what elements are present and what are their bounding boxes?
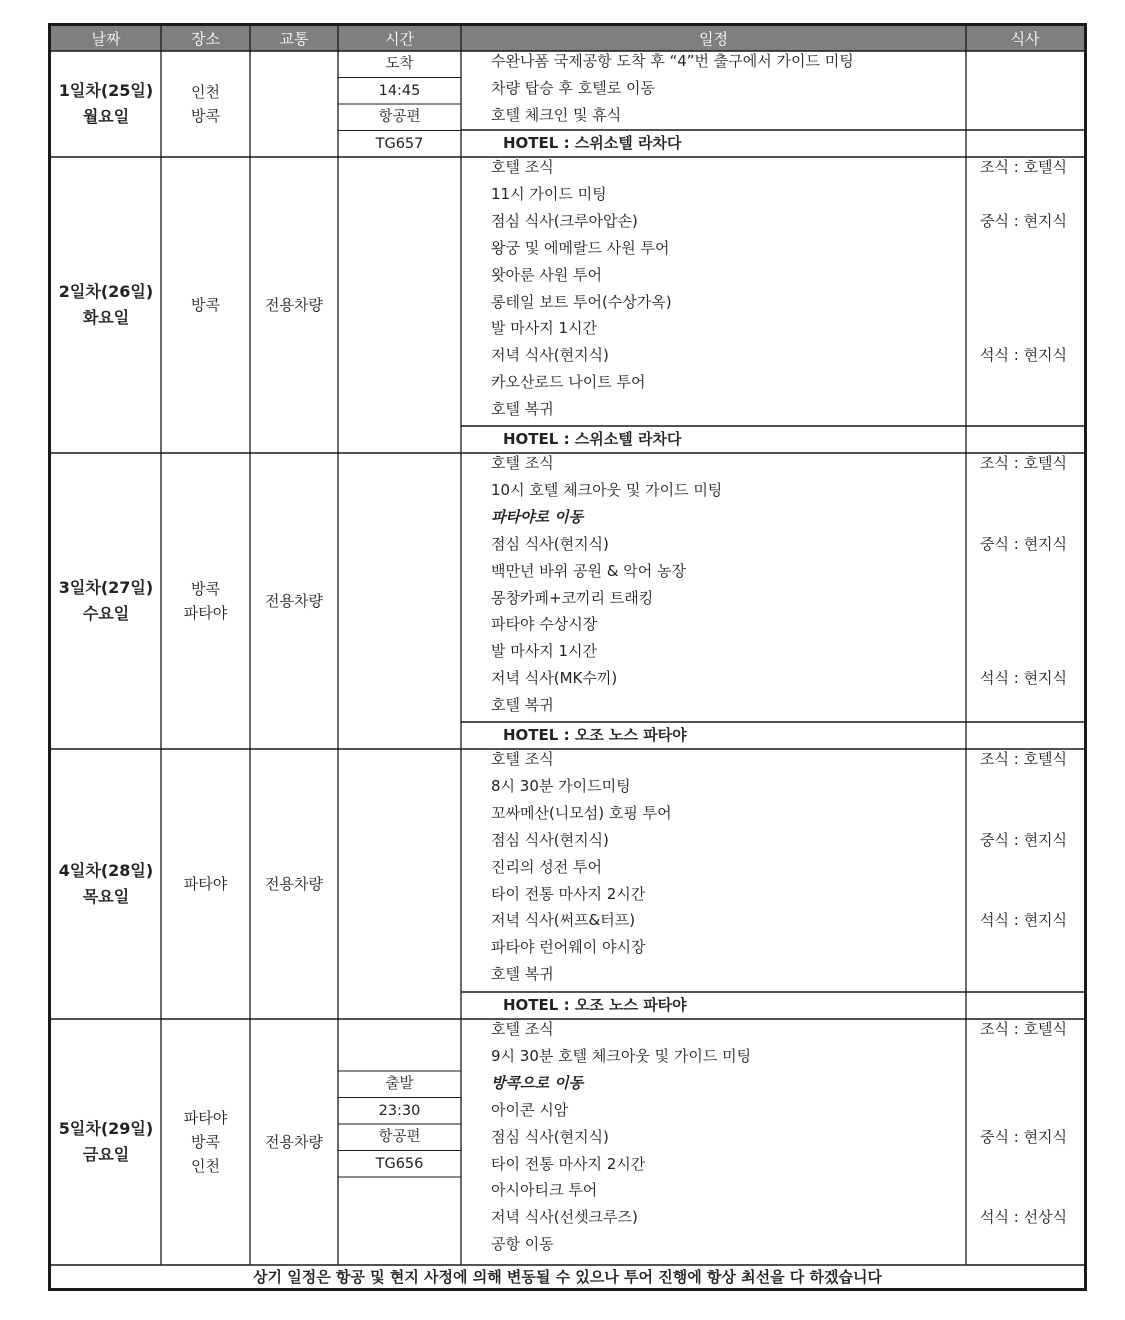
schedule-item: 11시 가이드 미팅 bbox=[491, 184, 607, 203]
header-time: 시간 bbox=[385, 29, 414, 48]
flight-info: 23:30 bbox=[378, 1102, 421, 1119]
hotel-name: HOTEL : 오조 노스 파타야 bbox=[503, 996, 687, 1014]
meal-info: 석식 : 현지식 bbox=[980, 346, 1068, 365]
schedule-item: 호텔 복귀 bbox=[491, 965, 554, 984]
meal-info: 석식 : 선상식 bbox=[980, 1208, 1068, 1227]
schedule-item: 방콕으로 이동 bbox=[491, 1073, 584, 1092]
schedule-item: 파타야 수상시장 bbox=[491, 615, 598, 634]
schedule-item: 호텔 조식 bbox=[491, 158, 554, 176]
schedule-item: 발 마사지 1시간 bbox=[491, 319, 598, 338]
transport-cell: 전용차량 bbox=[265, 875, 323, 893]
place-name: 방콕 bbox=[191, 107, 220, 125]
flight-info: TG657 bbox=[375, 135, 424, 152]
schedule-item: 아시아티크 투어 bbox=[491, 1181, 598, 1200]
meal-info: 석식 : 현지식 bbox=[980, 669, 1068, 688]
meal-info: 조식 : 호텔식 bbox=[980, 1020, 1068, 1038]
header-meal: 식사 bbox=[1010, 29, 1040, 48]
weekday: 월요일 bbox=[82, 107, 130, 126]
transport-cell: 전용차량 bbox=[265, 592, 323, 610]
transport-cell: 전용차량 bbox=[265, 296, 323, 314]
weekday: 금요일 bbox=[82, 1145, 130, 1164]
schedule-item: 진리의 성전 투어 bbox=[491, 857, 602, 876]
transport-cell bbox=[250, 51, 338, 157]
place-cell bbox=[161, 1019, 250, 1265]
schedule-item: 점심 식사(현지식) bbox=[491, 534, 609, 553]
day-label bbox=[51, 1019, 161, 1265]
day-number: 1일차(25일) bbox=[58, 81, 154, 100]
meal-info: 중식 : 현지식 bbox=[980, 1127, 1068, 1146]
schedule-item: 호텔 조식 bbox=[491, 1020, 554, 1038]
place-cell bbox=[161, 157, 250, 453]
schedule-item: 호텔 조식 bbox=[491, 454, 554, 472]
day-number: 2일차(26일) bbox=[58, 282, 154, 301]
schedule-item: 10시 호텔 체크아웃 및 가이드 미팅 bbox=[491, 480, 723, 499]
flight-info: 도착 bbox=[385, 56, 414, 73]
place-name: 인천 bbox=[191, 83, 220, 101]
schedule-item: 차량 탑승 후 호텔로 이동 bbox=[491, 78, 655, 97]
schedule-item: 몽창카페+코끼리 트래킹 bbox=[491, 588, 654, 607]
day-label bbox=[51, 51, 161, 157]
schedule-item: 점심 식사(크루아압손) bbox=[491, 211, 638, 230]
day-label bbox=[51, 749, 161, 1019]
schedule-item: 타이 전통 마사지 2시간 bbox=[491, 884, 646, 903]
meal-info: 석식 : 현지식 bbox=[980, 911, 1068, 930]
meal-info: 조식 : 호텔식 bbox=[980, 158, 1068, 176]
header-place: 장소 bbox=[191, 29, 220, 48]
header-schedule: 일정 bbox=[699, 29, 728, 48]
schedule-item: 수완나폼 국제공항 도착 후 “4”번 출구에서 가이드 미팅 bbox=[491, 52, 854, 70]
weekday: 화요일 bbox=[82, 308, 130, 327]
place-name: 방콕 bbox=[191, 296, 220, 314]
header-transport: 교통 bbox=[279, 29, 309, 48]
schedule-item: 파타야로 이동 bbox=[491, 507, 584, 526]
schedule-item: 왓아룬 사원 투어 bbox=[491, 265, 602, 284]
schedule-item: 발 마사지 1시간 bbox=[491, 642, 598, 661]
schedule-item: 꼬싸메산(니모섬) 호핑 투어 bbox=[491, 803, 672, 822]
schedule-item: 호텔 복귀 bbox=[491, 696, 554, 715]
schedule-item: 공항 이동 bbox=[491, 1235, 554, 1254]
schedule-item: 카오산로드 나이트 투어 bbox=[491, 373, 646, 392]
day-label bbox=[51, 157, 161, 453]
place-name: 파타야 bbox=[183, 875, 228, 893]
footer-note: 상기 일정은 항공 및 현지 사정에 의해 변동될 수 있으나 투어 진행에 항상 최선을 다 하겠습니다 bbox=[253, 1268, 882, 1286]
schedule-item: 저녁 식사(MK수끼) bbox=[491, 669, 618, 688]
schedule-item: 저녁 식사(써프&터프) bbox=[491, 911, 636, 930]
schedule-item: 저녁 식사(현지식) bbox=[491, 346, 609, 365]
transport-cell: 전용차량 bbox=[265, 1133, 323, 1151]
hotel-name: HOTEL : 스위소텔 라차다 bbox=[503, 430, 682, 448]
schedule-item: 호텔 조식 bbox=[491, 750, 554, 768]
flight-info: 14:45 bbox=[378, 82, 421, 99]
schedule-item: 아이콘 시암 bbox=[491, 1100, 569, 1119]
day-number: 5일차(29일) bbox=[58, 1119, 154, 1138]
schedule-item: 호텔 복귀 bbox=[491, 400, 554, 419]
day-number: 3일차(27일) bbox=[58, 578, 154, 597]
schedule-item: 왕궁 및 에메랄드 사원 투어 bbox=[491, 238, 670, 257]
hotel-name: HOTEL : 스위소텔 라차다 bbox=[503, 134, 682, 152]
place-name: 방콕 bbox=[191, 580, 220, 598]
meal-info: 중식 : 현지식 bbox=[980, 211, 1068, 230]
day-number: 4일차(28일) bbox=[58, 861, 154, 880]
header-date: 날짜 bbox=[91, 29, 121, 48]
schedule-item: 9시 30분 호텔 체크아웃 및 가이드 미팅 bbox=[491, 1046, 752, 1065]
day-label bbox=[51, 453, 161, 749]
schedule-item: 타이 전통 마사지 2시간 bbox=[491, 1154, 646, 1173]
hotel-name: HOTEL : 오조 노스 파타야 bbox=[503, 726, 687, 744]
place-name: 인천 bbox=[191, 1157, 220, 1175]
flight-info: 항공편 bbox=[378, 1129, 421, 1146]
schedule-item: 점심 식사(현지식) bbox=[491, 830, 609, 849]
schedule-item: 호텔 체크인 및 휴식 bbox=[491, 105, 622, 124]
schedule-item: 파타야 런어웨이 야시장 bbox=[491, 938, 646, 957]
meal-info: 조식 : 호텔식 bbox=[980, 750, 1068, 768]
place-name: 파타야 bbox=[183, 604, 228, 622]
flight-info: 항공편 bbox=[378, 109, 421, 126]
place-cell bbox=[161, 51, 250, 157]
schedule-item: 저녁 식사(선셋크루즈) bbox=[491, 1208, 638, 1227]
place-cell bbox=[161, 453, 250, 749]
schedule-item: 롱테일 보트 투어(수상가옥) bbox=[491, 292, 672, 311]
meal-info: 중식 : 현지식 bbox=[980, 534, 1068, 553]
weekday: 수요일 bbox=[82, 604, 130, 623]
schedule-item: 백만년 바위 공원 & 악어 농장 bbox=[491, 561, 686, 580]
meal-info: 조식 : 호텔식 bbox=[980, 454, 1068, 472]
weekday: 목요일 bbox=[82, 887, 130, 906]
schedule-item: 8시 30분 가이드미팅 bbox=[491, 776, 631, 795]
schedule-item: 점심 식사(현지식) bbox=[491, 1127, 609, 1146]
flight-info: TG656 bbox=[375, 1155, 424, 1172]
place-cell bbox=[161, 749, 250, 1019]
meal-info: 중식 : 현지식 bbox=[980, 830, 1068, 849]
place-name: 파타야 bbox=[183, 1109, 228, 1127]
place-name: 방콕 bbox=[191, 1133, 220, 1151]
itinerary-table bbox=[48, 23, 1087, 1291]
flight-info: 출발 bbox=[385, 1076, 414, 1093]
